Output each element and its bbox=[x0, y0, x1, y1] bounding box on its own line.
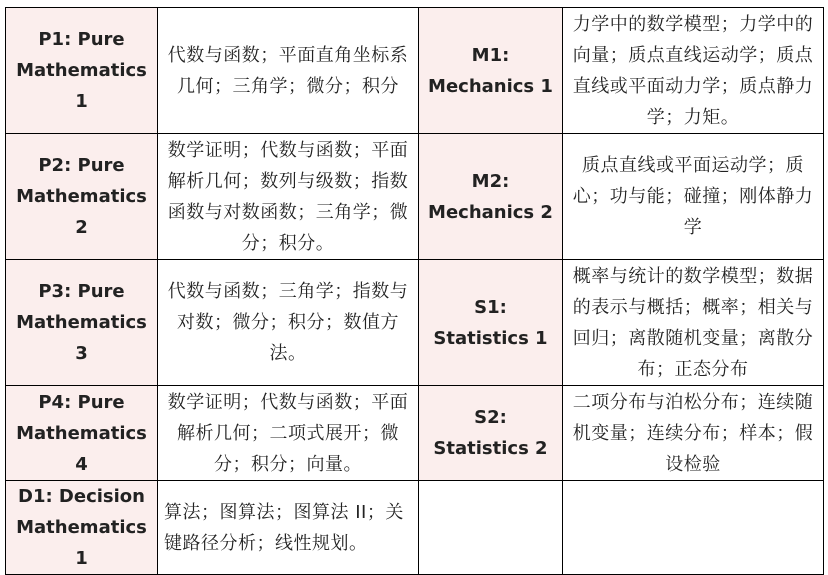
module-code-cell bbox=[419, 260, 563, 386]
module-code-cell bbox=[6, 8, 158, 134]
module-topics-cell bbox=[563, 8, 824, 134]
table-row bbox=[6, 386, 824, 481]
table-row bbox=[6, 481, 824, 575]
module-topics: 质点直线或平面运动学；质心；功与能；碰撞；刚体静力学 bbox=[572, 155, 814, 238]
module-code-cell bbox=[419, 134, 563, 260]
module-code: D1: Decision Mathematics 1 bbox=[16, 486, 147, 569]
table-row bbox=[6, 260, 824, 386]
empty-cell bbox=[419, 481, 563, 575]
module-topics: 代数与函数；平面直角坐标系几何；三角学；微分；积分 bbox=[167, 44, 409, 97]
module-code-cell bbox=[419, 386, 563, 481]
module-code: P4: Pure Mathematics 4 bbox=[16, 391, 147, 475]
module-code: S2: Statistics 2 bbox=[433, 407, 548, 459]
module-topics-cell bbox=[563, 386, 824, 481]
module-topics: 代数与函数；三角学；指数与对数；微分；积分；数值方法。 bbox=[167, 281, 409, 364]
module-topics-cell bbox=[563, 260, 824, 386]
module-topics-cell bbox=[158, 134, 419, 260]
module-code: S1: Statistics 1 bbox=[433, 296, 548, 349]
table-row bbox=[6, 8, 824, 134]
module-code-cell bbox=[6, 134, 158, 260]
module-topics-cell bbox=[563, 134, 824, 260]
module-code-cell bbox=[6, 481, 158, 575]
module-topics-cell bbox=[158, 386, 419, 481]
table-row bbox=[6, 134, 824, 260]
module-topics-cell bbox=[158, 260, 419, 386]
module-topics: 算法；图算法；图算法 II；关键路径分析；线性规划。 bbox=[164, 501, 404, 554]
module-topics: 数学证明；代数与函数；平面解析几何；数列与级数；指数函数与对数函数；三角学；微分；积分。 bbox=[167, 139, 409, 254]
module-topics: 二项分布与泊松分布；连续随机变量；连续分布；样本；假设检验 bbox=[572, 391, 814, 475]
module-code: P1: Pure Mathematics 1 bbox=[16, 29, 147, 112]
module-topics-cell bbox=[158, 8, 419, 134]
module-code-cell bbox=[419, 8, 563, 134]
empty-cell bbox=[563, 481, 824, 575]
module-topics: 数学证明；代数与函数；平面解析几何；二项式展开；微分；积分；向量。 bbox=[167, 391, 409, 475]
module-code-cell bbox=[6, 260, 158, 386]
module-code: M1: Mechanics 1 bbox=[428, 44, 553, 97]
module-code: M2: Mechanics 2 bbox=[428, 170, 553, 223]
module-code: P3: Pure Mathematics 3 bbox=[16, 281, 147, 364]
module-code-cell bbox=[6, 386, 158, 481]
module-code: P2: Pure Mathematics 2 bbox=[16, 155, 147, 238]
syllabus-table bbox=[5, 7, 824, 575]
module-topics: 力学中的数学模型；力学中的向量；质点直线运动学；质点直线或平面动力学；质点静力学；力矩。 bbox=[572, 13, 814, 128]
module-topics: 概率与统计的数学模型；数据的表示与概括；概率；相关与回归；离散随机变量；离散分布；正态分布 bbox=[572, 265, 814, 380]
module-topics-cell bbox=[158, 481, 419, 575]
